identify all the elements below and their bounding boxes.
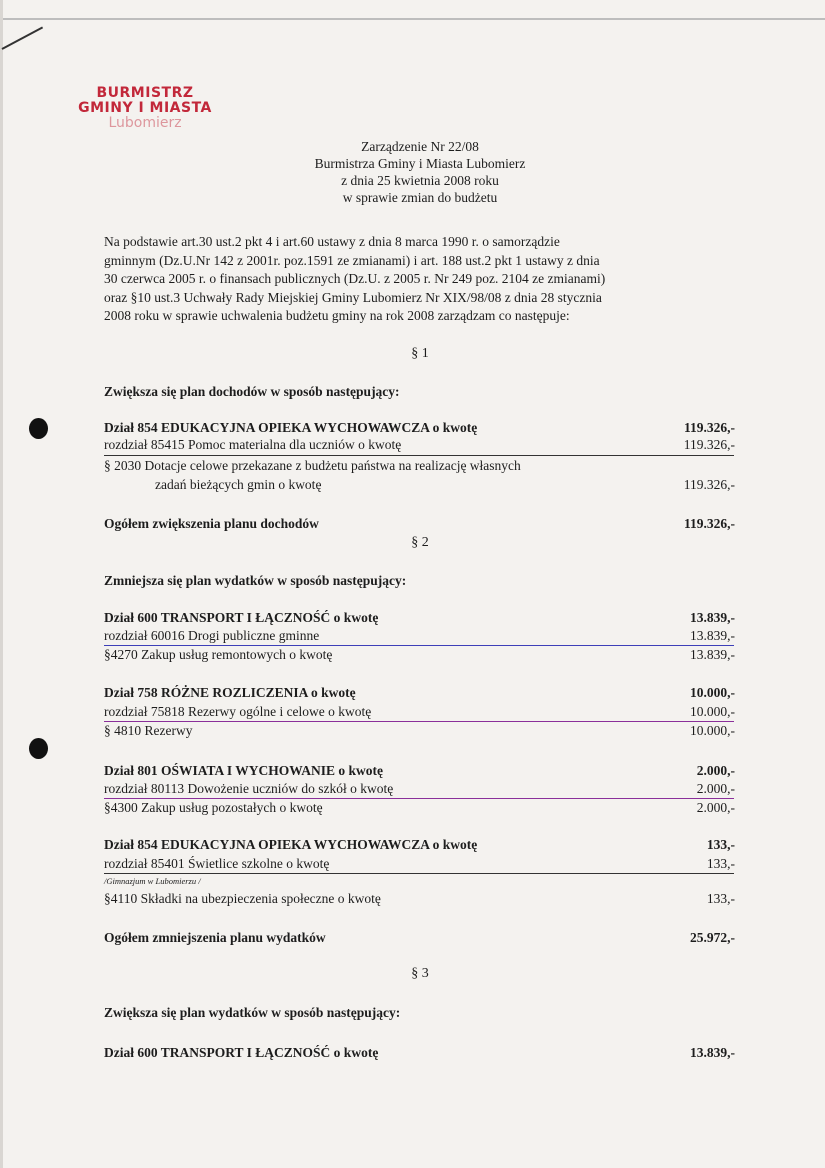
preamble-line: 2008 roku w sprawie uchwalenia budżetu gminy na rok 2008 zarządzam co następuje: [104,308,570,323]
s2-g1-rozdzial-amount: 13.839,- [690,628,735,643]
header-title: Zarządzenie Nr 22/08 [361,139,479,154]
section-mark-3: § 3 [411,966,429,981]
s1-rozdzial-label: rozdział 85415 Pomoc materialna dla uczniów o kwotę [104,437,402,452]
s2-g1-rozdzial-label: rozdział 60016 Drogi publiczne gminne [104,628,320,643]
pen-mark [2,27,44,50]
s1-para-amount: 119.326,- [683,477,735,492]
s2-g1-para-amount: 13.839,- [690,647,735,662]
s1-heading: Zwiększa się plan dochodów w sposób następujący: [104,384,400,399]
s2-heading: Zmniejsza się plan wydatków w sposób następujący: [104,573,407,588]
s2-total-label: Ogółem zmniejszenia planu wydatków [104,930,326,945]
s1-para-line1: § 2030 Dotacje celowe przekazane z budżetu państwa na realizację własnych [104,458,521,473]
document-header [230,138,610,206]
s2-g2-rozdzial-label: rozdział 75818 Rezerwy ogólne i celowe o kwotę [104,704,372,719]
s1-dzial-label: Dział 854 EDUKACYJNA OPIEKA WYCHOWAWCZA o kwotę [104,420,478,435]
header-subject: w sprawie zmian do budżetu [342,190,498,205]
s3-dzial-label: Dział 600 TRANSPORT I ŁĄCZNOŚĆ o kwotę [104,1045,379,1060]
s2-g4-rule [104,873,734,874]
s2-g2-dzial-label: Dział 758 RÓŻNE ROZLICZENIA o kwotę [104,685,356,700]
section-mark-1: § 1 [411,346,429,361]
s3-heading: Zwiększa się plan wydatków w sposób następujący: [104,1005,401,1020]
preamble-line: gminnym (Dz.U.Nr 142 z 2001r. poz.1591 ze zmianami) i art. 188 ust.2 pkt 1 ustawy z dnia [104,252,600,268]
s1-total-amount: 119.326,- [683,516,735,531]
s2-g4-rozdzial-label: rozdział 85401 Świetlice szkolne o kwotę [104,856,330,871]
s2-g2-rozdzial-amount: 10.000,- [690,704,735,719]
s2-g3-dzial-amount: 2.000,- [696,763,735,778]
s2-g1-dzial-amount: 13.839,- [690,610,735,625]
s1-para-line2: zadań bieżących gmin o kwotę [155,477,322,492]
header-date: z dnia 25 kwietnia 2008 roku [341,173,499,188]
s2-g1-para-label: §4270 Zakup usług remontowych o kwotę [104,647,333,662]
s2-g2-rule [104,721,734,722]
s2-total-amount: 25.972,- [690,930,735,945]
stamp-line-1: BURMISTRZ [96,85,194,101]
s2-g3-para-label: §4300 Zakup usług pozostałych o kwotę [104,800,323,815]
s2-g1-rule [104,645,734,646]
s2-g2-para-amount: 10.000,- [690,723,735,738]
s2-g3-rozdzial-label: rozdział 80113 Dowożenie uczniów do szkół o kwotę [104,781,394,796]
s2-g2-dzial-amount: 10.000,- [690,685,735,700]
preamble-line: oraz §10 ust.3 Uchwały Rady Miejskiej Gminy Lubomierz Nr XIX/98/08 z dnia 28 stycznia [104,289,602,305]
s2-g4-dzial-label: Dział 854 EDUKACYJNA OPIEKA WYCHOWAWCZA o kwotę [104,837,478,852]
s2-g4-para-amount: 133,- [706,891,735,906]
s1-rule [104,455,734,456]
punch-hole-bottom [29,738,48,759]
s2-g3-para-amount: 2.000,- [696,800,735,815]
top-border [0,18,825,20]
stamp-line-2: GMINY I MIASTA [78,100,212,116]
punch-hole-top [29,418,48,439]
s2-g1-dzial-label: Dział 600 TRANSPORT I ŁĄCZNOŚĆ o kwotę [104,610,379,625]
s2-g4-note: /Gimnazjum w Lubomierzu / [104,876,201,886]
s1-rozdzial-amount: 119.326,- [683,437,735,452]
s1-dzial-amount: 119.326,- [683,420,735,435]
header-issuer: Burmistrza Gminy i Miasta Lubomierz [314,156,526,171]
official-stamp [60,86,230,131]
s2-g4-para-label: §4110 Składki na ubezpieczenia społeczne o kwotę [104,891,381,906]
preamble-line: 30 czerwca 2005 r. o finansach publicznych (Dz.U. z 2005 r. Nr 249 poz. 2104 ze zmianami) [104,271,606,286]
stamp-line-3: Lubomierz [108,115,182,131]
preamble-line: Na podstawie art.30 ust.2 pkt 4 i art.60 ustawy z dnia 8 marca 1990 r. o samorządzie [104,234,560,249]
s3-dzial-amount: 13.839,- [690,1045,735,1060]
section-mark-2: § 2 [411,535,429,550]
s1-total-label: Ogółem zwiększenia planu dochodów [104,516,319,531]
s2-g3-rule [104,798,734,799]
left-edge [0,0,3,1168]
s2-g4-rozdzial-amount: 133,- [706,856,735,871]
s2-g4-dzial-amount: 133,- [706,837,735,852]
s2-g3-rozdzial-amount: 2.000,- [696,781,735,796]
s2-g3-dzial-label: Dział 801 OŚWIATA I WYCHOWANIE o kwotę [104,763,384,778]
preamble [104,233,737,326]
s2-g2-para-label: § 4810 Rezerwy [104,723,193,738]
